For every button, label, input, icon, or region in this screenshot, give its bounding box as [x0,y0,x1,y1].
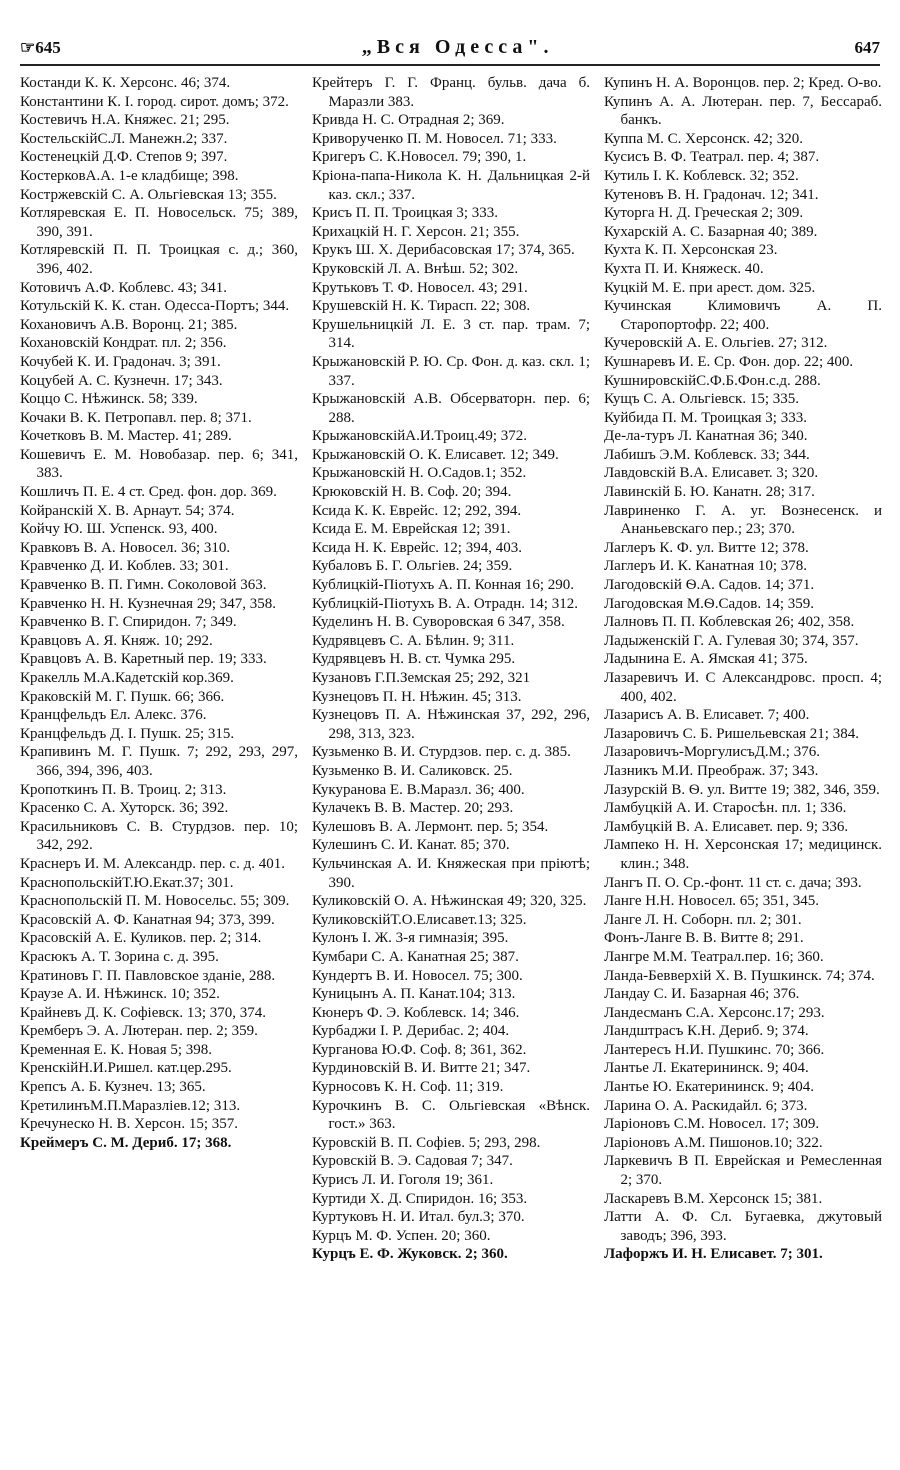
directory-entry: Кюнеръ Ф. Э. Коблевск. 14; 346. [312,1004,520,1021]
directory-entry: Ландесманъ С.А. Херсонс.17; 293. [604,1004,825,1021]
directory-entry: Кузнецовъ П. Н. Нѣжин. 45; 313. [312,688,522,705]
directory-entry: Ландау С. И. Базарная 46; 376. [604,986,800,1003]
directory-entry: Кузьменко В. И. Саликовск. 25. [312,762,513,779]
directory-entry: Лаглеръ И. К. Канатная 10; 378. [604,558,808,575]
directory-entry: Кульчинская А. И. Княжеская при пріютѣ; 390. [312,855,590,891]
directory-entry: Кривда Н. С. Отрадная 2; 369. [312,112,505,129]
directory-entry: Лазникъ М.И. Преображ. 37; 343. [604,762,819,779]
directory-entry: Курбаджи I. Р. Дерибас. 2; 404. [312,1023,510,1040]
page-number-right: 647 [854,38,880,57]
directory-entry: Ламбуцкій В. А. Елисавет. пер. 9; 336. [604,818,849,835]
directory-entry: Кропоткинъ П. В. Троиц. 2; 313. [20,781,227,798]
directory-entry: Красильниковъ С. В. Стурдзов. пер. 10; 342, 292. [20,818,298,854]
directory-entry: Кучеровскій А. Е. Ольгіев. 27; 312. [604,335,828,352]
directory-entry: Красюкъ А. Т. Зорина с. д. 395. [20,948,219,965]
page-number-left: ☞645 [20,38,61,57]
directory-entry: Кратиновъ Г. П. Павловское зданіе, 288. [20,967,276,984]
directory-entry: Куторга Н. Д. Греческая 2; 309. [604,205,804,222]
directory-entry: Кукуранова Е. В.Маразл. 36; 400. [312,781,525,798]
directory-entry: Кухта П. И. Княжеск. 40. [604,260,764,277]
directory-entry: Ландштрасъ К.Н. Дериб. 9; 374. [604,1023,809,1040]
directory-entry: Краснеръ И. М. Александр. пер. с. д. 401. [20,855,285,872]
directory-entry: Краковскій М. Г. Пушк. 66; 366. [20,688,225,705]
directory-entry: Лангре М.М. Театрал.пер. 16; 360. [604,948,824,965]
directory-entry: Ланда-Бевверхій Х. В. Пушкинск. 74; 374. [604,967,875,984]
directory-entry: Кутиль I. К. Коблевск. 32; 352. [604,167,799,184]
directory-entry: Краснопольскій П. М. Новосельс. 55; 309. [20,893,290,910]
directory-entry: Кудрявцевъ Н. В. ст. Чумка 295. [312,651,516,668]
directory-entry: Ладыженскій Г. А. Гулевая 30; 374, 357. [604,632,859,649]
column-2 [312,74,590,1264]
directory-entry: Крайневъ Д. К. Софіевск. 13; 370, 374. [20,1004,266,1021]
directory-entry: КуликовскійТ.О.Елисавет.13; 325. [312,911,527,928]
directory-entry: КраснопольскійТ.Ю.Екат.37; 301. [20,874,234,891]
directory-entry: Круковскій Л. А. Внѣш. 52; 302. [312,260,519,277]
directory-entry: Коцубей А. С. Кузнечн. 17; 343. [20,372,223,389]
directory-columns [20,74,882,1264]
directory-entry: Котляревская Е. П. Новосельск. 75; 389, 390, 391. [20,205,298,240]
directory-entry: Курцъ Е. Ф. Жуковск. 2; 360. [312,1246,508,1263]
directory-entry: Кутеновъ В. Н. Градонач. 12; 341. [604,186,819,203]
directory-entry: Де-ла-туръ Л. Канатная 36; 340. [604,428,808,445]
directory-entry: Кошевичъ Е. М. Новобазар. пер. 6; 341, 383. [20,446,298,482]
directory-entry: Крушельницкій Л. Е. 3 ст. пар. трам. 7; 314. [312,316,590,352]
directory-entry: Крукъ Ш. Х. Дерибасовская 17; 374, 365. [312,242,575,259]
directory-entry: Лантье Ю. Екатерининск. 9; 404. [604,1079,815,1096]
directory-entry: Курцъ М. Ф. Успен. 20; 360. [312,1227,491,1244]
directory-entry: Фонъ-Ланге В. В. Витте 8; 291. [604,930,804,947]
directory-entry: Куппа М. С. Херсонск. 42; 320. [604,130,803,147]
directory-entry: Крихацкій Н. Г. Херсон. 21; 355. [312,223,520,240]
directory-entry: Крюковскій Н. В. Соф. 20; 394. [312,484,512,501]
directory-entry: Койчу Ю. Ш. Успенск. 93, 400. [20,521,218,538]
directory-entry: Лагодовская М.Ѳ.Садов. 14; 359. [604,595,815,612]
directory-entry: Ламбуцкій А. И. Старосѣн. пл. 1; 336. [604,800,847,817]
directory-entry: Кумбари С. А. Канатная 25; 387. [312,948,519,965]
column-1 [20,74,298,1264]
directory-entry: Криворученко П. М. Новосел. 71; 333. [312,130,557,147]
directory-entry: Кулонъ I. Ж. 3-я гимназія; 395. [312,930,509,947]
header-rule [20,64,880,66]
directory-entry: Куцкій М. Е. при арест. дом. 325. [604,279,816,296]
directory-entry: Кошличъ П. Е. 4 ст. Сред. фон. дор. 369. [20,484,277,501]
directory-entry: Костевичъ Н.А. Княжес. 21; 295. [20,112,230,129]
directory-entry: Крутьковъ Т. Ф. Новосел. 43; 291. [312,279,528,296]
directory-entry: Кущъ С. А. Ольгіевск. 15; 335. [604,391,800,408]
directory-entry: Кузановъ Г.П.Земская 25; 292, 321 [312,670,531,686]
directory-entry: Крыжановскій О. К. Елисавет. 12; 349. [312,446,559,463]
directory-entry: Лазарисъ А. В. Елисавет. 7; 400. [604,707,810,724]
directory-entry: Крейтеръ Г. Г. Франц. бульв. дача б. Маразли 383. [312,75,590,110]
directory-entry: Кулешовъ В. А. Лермонт. пер. 5; 354. [312,818,549,835]
directory-entry: Кравченко В. Г. Спиридон. 7; 349. [20,614,237,631]
directory-entry: Курочкинъ В. С. Ольгіевская «Вѣнск. гост.» 363. [312,1097,590,1133]
directory-entry: Лавриненко Г. А. уг. Вознесенск. и Ананьевскаго пер.; 23; 370. [604,502,882,538]
directory-entry: КушнировскійС.Ф.Б.Фон.с.д. 288. [604,372,821,389]
directory-entry: Кречунеско Н. В. Херсон. 15; 357. [20,1116,239,1133]
directory-entry: Котляревскій П. П. Троицкая с. д.; 360, 396, 402. [20,242,298,277]
directory-entry: Лаглеръ К. Ф. ул. Витте 12; 378. [604,539,809,556]
directory-entry: Лагодовскій Ѳ.А. Садов. 14; 371. [604,577,815,594]
directory-entry: Кріона-папа-Никола К. Н. Дальницкая 2-й каз. скл.; 337. [312,167,590,203]
directory-entry: Крепсъ А. Б. Кузнеч. 13; 365. [20,1079,206,1096]
directory-entry: Лазурскій В. Ѳ. ул. Витте 19; 382, 346, 359. [604,781,880,798]
directory-entry: Лавдовскій В.А. Елисавет. 3; 320. [604,465,819,482]
directory-entry: КренскійН.И.Ришел. кат.цер.295. [20,1060,232,1077]
directory-entry: Лазаровичъ-МоргулисъД.М.; 376. [604,744,820,761]
directory-entry: Лазаровичъ С. Б. Ришельевская 21; 384. [604,725,859,742]
directory-entry: Лантересъ Н.И. Пушкинс. 70; 366. [604,1041,825,1058]
directory-entry: Кузьменко В. И. Стурдзов. пер. с. д. 385. [312,744,571,761]
directory-entry: Кудрявцевъ С. А. Бѣлин. 9; 311. [312,632,515,649]
directory-entry: Красовскій А. Ф. Канатная 94; 373, 399. [20,911,275,928]
directory-entry: Кучинская Климовичъ А. П. Старопортофр. 22; 400. [604,298,882,333]
directory-entry: Купинъ Н. А. Воронцов. пер. 2; Кред. О-во. [604,75,882,91]
directory-entry: КрыжановскійА.И.Троиц.49; 372. [312,428,527,445]
directory-entry: Кулешинъ С. И. Канат. 85; 370. [312,837,510,854]
directory-entry: Костенецкій Д.Ф. Степов 9; 397. [20,149,228,166]
directory-entry: Ларіоновъ А.М. Пишонов.10; 322. [604,1134,823,1151]
directory-entry: Ладынина Е. А. Ямская 41; 375. [604,651,808,668]
directory-entry: Лафоржъ И. Н. Елисавет. 7; 301. [604,1246,823,1263]
directory-entry: Кравковъ В. А. Новосел. 36; 310. [20,539,231,556]
directory-entry: Ксида Е. М. Еврейская 12; 391. [312,521,511,538]
directory-entry: Кухта К. П. Херсонская 23. [604,242,778,259]
directory-entry: Ларкевичъ В П. Еврейская и Ремесленная 2; 370. [604,1153,882,1189]
directory-entry: Креймеръ С. М. Дериб. 17; 368. [20,1134,232,1151]
directory-entry: Крыжановскій Н. О.Садов.1; 352. [312,465,527,482]
directory-entry: Криcъ П. П. Троицкая 3; 333. [312,205,499,222]
directory-entry: Куделинъ Н. В. Суворовская 6 347, 358. [312,614,565,631]
directory-entry: Костржевскій С. А. Ольгіевская 13; 355. [20,186,277,203]
directory-entry: Лантье Л. Екатерининск. 9; 404. [604,1060,809,1077]
page-title: „Вся Одесса". [361,36,554,58]
directory-entry: КостерковA.А. 1-е кладбище; 398. [20,167,239,184]
directory-entry: Курносовъ К. Н. Соф. 11; 319. [312,1079,504,1096]
directory-entry: Кравченко В. П. Гимн. Соколовой 363. [20,577,267,594]
directory-entry: Куликовскій О. А. Нѣжинская 49; 320, 325. [312,893,587,910]
directory-entry: Ланге Н.Н. Новосел. 65; 351, 345. [604,893,819,910]
directory-entry: Лавинскій Б. Ю. Канатн. 28; 317. [604,484,815,501]
directory-entry: Лалновъ П. П. Коблевская 26; 402, 358. [604,614,855,631]
directory-entry: Кубаловъ Б. Г. Ольгіев. 24; 359. [312,558,513,575]
directory-entry: Кременная Е. К. Новая 5; 398. [20,1041,213,1058]
directory-entry: Константини К. I. город. сирот. домъ; 372. [20,93,289,110]
column-3 [604,74,882,1264]
directory-entry: Краузе А. И. Нѣжинск. 10; 352. [20,986,220,1003]
directory-entry: Кранцфельдъ Ел. Алекс. 376. [20,707,207,724]
directory-entry: Кохановскій Кондрат. пл. 2; 356. [20,335,227,352]
directory-entry: Кулачекъ В. В. Мастер. 20; 293. [312,800,514,817]
directory-entry: Куницынъ А. П. Канат.104; 313. [312,986,516,1003]
directory-entry: Ларіоновъ С.М. Новосел. 17; 309. [604,1116,820,1133]
directory-entry: Котовичъ А.Ф. Коблевс. 43; 341. [20,279,227,296]
directory-entry: Кушнаревъ И. Е. Ср. Фон. дор. 22; 400. [604,353,854,370]
directory-entry: КостельскійС.Л. Манежн.2; 337. [20,130,228,147]
directory-entry: Крапивинъ М. Г. Пушк. 7; 292, 293, 297, 366, 394, 396, 403. [20,744,298,779]
directory-entry: Кравченко Н. Н. Кузнечная 29; 347, 358. [20,595,277,612]
directory-entry: Лабишъ Э.М. Коблевск. 33; 344. [604,446,810,463]
directory-entry: Лазаревичъ И. С Александровс. просп. 4; 400, 402. [604,670,882,705]
directory-entry: Красовскій А. Е. Куликов. пер. 2; 314. [20,930,262,947]
directory-entry: Латти А. Ф. Сл. Бугаевка, джутовый заводъ; 396, 393. [604,1209,882,1244]
directory-entry: Кохановичъ А.В. Воронц. 21; 385. [20,316,238,333]
directory-entry: Костанди К. К. Херсонс. 46; 374. [20,75,231,91]
directory-entry: Кундертъ В. И. Новосел. 75; 300. [312,967,523,984]
directory-entry: Куртуковъ Н. И. Итал. бул.3; 370. [312,1209,525,1226]
directory-entry: Ксида Н. К. Еврейс. 12; 394, 403. [312,539,522,556]
directory-entry: Ларина О. А. Раскидайл. 6; 373. [604,1097,808,1114]
directory-entry: Курисъ Л. И. Гоголя 19; 361. [312,1172,494,1189]
directory-entry: Котульскій К. К. стан. Одесса-Портъ; 344. [20,298,290,315]
directory-entry: Ксида К. К. Еврейс. 12; 292, 394. [312,502,522,519]
directory-entry: Крушевскій Н. К. Тирасп. 22; 308. [312,298,531,315]
directory-entry: Курдиновскій В. И. Витте 21; 347. [312,1060,531,1077]
page-header [20,36,880,66]
directory-entry: Кочаки В. К. Петропавл. пер. 8; 371. [20,409,252,426]
directory-entry: Купинъ А. А. Лютеран. пер. 7, Бессараб. банкъ. [604,93,882,129]
directory-entry: Крыжановскій Р. Ю. Ср. Фон. д. каз. скл. 1; 337. [312,353,590,389]
directory-entry: Кочетковъ В. М. Мастер. 41; 289. [20,428,232,445]
directory-entry: Кузнецовъ П. А. Нѣжинская 37, 292, 296, 298, 313, 323. [312,707,590,742]
directory-entry: Красенко С. А. Хуторск. 36; 392. [20,800,229,817]
directory-entry: КретилинъМ.П.Маразліев.12; 313. [20,1097,241,1114]
directory-entry: Коццо С. Нѣжинск. 58; 339. [20,391,198,408]
directory-entry: Ласкаревъ В.М. Херсонск 15; 381. [604,1190,823,1207]
directory-entry: Лампеко Н. Н. Херсонская 17; медицинск. клин.; 348. [604,837,882,872]
directory-entry: Кригеръ С. К.Новосел. 79; 390, 1. [312,149,527,166]
directory-entry: Кублицкій-Піотухъ В. А. Отрадн. 14; 312. [312,595,578,612]
directory-entry: Кремберъ Э. А. Лютеран. пер. 2; 359. [20,1023,258,1040]
directory-entry: Куртиди Х. Д. Спиридон. 16; 353. [312,1190,528,1207]
directory-entry: Кравченко Д. И. Коблев. 33; 301. [20,558,229,575]
directory-entry: Кочубей К. И. Градонач. 3; 391. [20,353,221,370]
directory-entry: Кусисъ В. Ф. Театрал. пер. 4; 387. [604,149,820,166]
directory-entry: Лангъ П. О. Ср.-фонт. 11 ст. с. дача; 393. [604,874,862,891]
directory-entry: Куровскій В. П. Софіев. 5; 293, 298. [312,1134,541,1151]
directory-entry: Кублицкій-Піотухъ А. П. Конная 16; 290. [312,577,575,594]
directory-entry: Кухарскій А. С. Базарная 40; 389. [604,223,818,240]
directory-entry: Кравцовъ А. В. Каретный пер. 19; 333. [20,651,267,668]
directory-entry: Кранцфельдъ Д. I. Пушк. 25; 315. [20,725,235,742]
directory-entry: Кракелль М.А.Кадетскій кор.369. [20,670,234,686]
directory-entry: Куровскій В. Э. Садовая 7; 347. [312,1153,513,1170]
directory-entry: Крыжановскій А.В. Обсерваторн. пер. 6; 288. [312,391,590,426]
directory-entry: Койранскій Х. В. Арнаут. 54; 374. [20,502,235,519]
directory-entry: Куйбида П. М. Троицкая 3; 333. [604,409,807,426]
directory-entry: Ланге Л. Н. Соборн. пл. 2; 301. [604,911,802,928]
directory-entry: Кравцовъ А. Я. Княж. 10; 292. [20,632,213,649]
directory-entry: Курганова Ю.Ф. Соф. 8; 361, 362. [312,1041,527,1058]
